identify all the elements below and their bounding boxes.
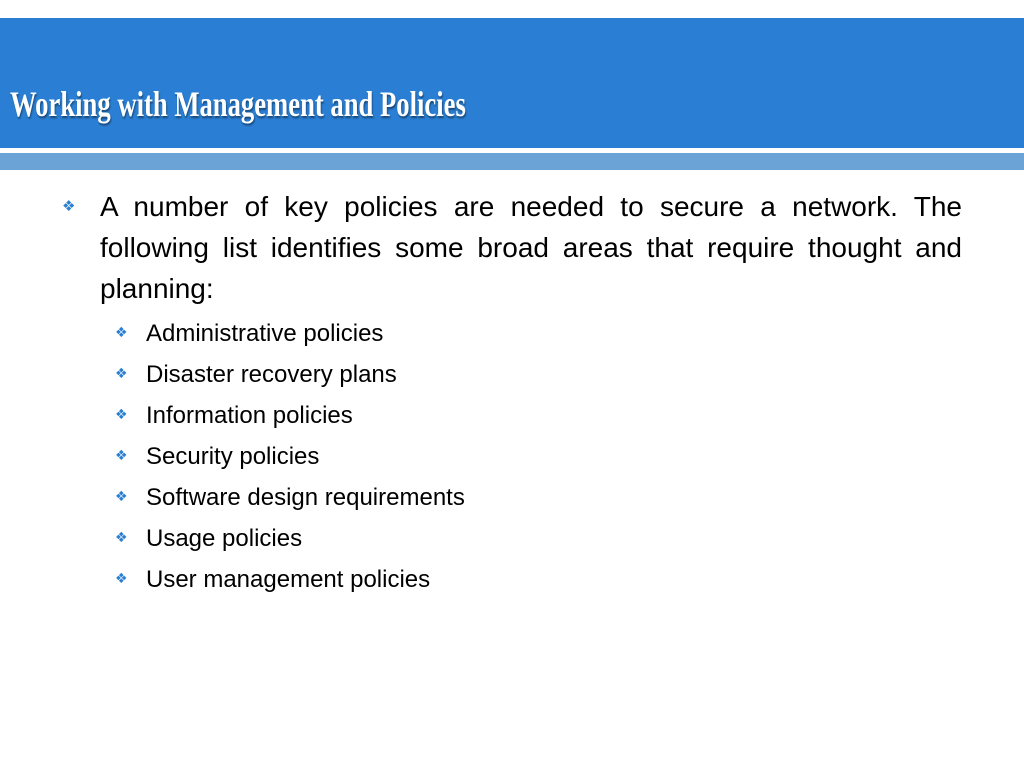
title-accent-band [0,153,1024,170]
diamond-bullet-icon: ❖ [115,530,128,546]
main-bullet-text: A number of key policies are needed to secure a network. The following list identifies some broad areas that require thought and planning: [100,191,962,304]
slide-content [62,186,962,600]
diamond-bullet-icon: ❖ [115,366,128,382]
sub-bullet-text: Information policies [146,402,353,429]
sub-bullet [115,559,962,600]
diamond-bullet-icon: ❖ [115,448,128,464]
diamond-bullet-icon: ❖ [62,197,76,215]
diamond-bullet-icon: ❖ [115,407,128,423]
sub-bullet [115,436,962,477]
main-bullet [62,186,962,309]
sub-bullet [115,477,962,518]
sub-bullet [115,313,962,354]
slide-title: Working with Management and Policies [10,84,466,124]
diamond-bullet-icon: ❖ [115,489,128,505]
diamond-bullet-icon: ❖ [115,325,128,341]
sub-bullet [115,354,962,395]
sub-bullet-text: Software design requirements [146,484,465,511]
sub-bullet-text: Administrative policies [146,320,384,347]
title-bar [0,18,1024,148]
sub-bullet-text: Disaster recovery plans [146,361,397,388]
sub-bullet-text: Usage policies [146,525,303,552]
sub-bullet-list [62,313,962,600]
sub-bullet-text: Security policies [146,443,320,470]
sub-bullet [115,518,962,559]
sub-bullet-text: User management policies [146,566,431,593]
sub-bullet [115,395,962,436]
diamond-bullet-icon: ❖ [115,571,128,587]
